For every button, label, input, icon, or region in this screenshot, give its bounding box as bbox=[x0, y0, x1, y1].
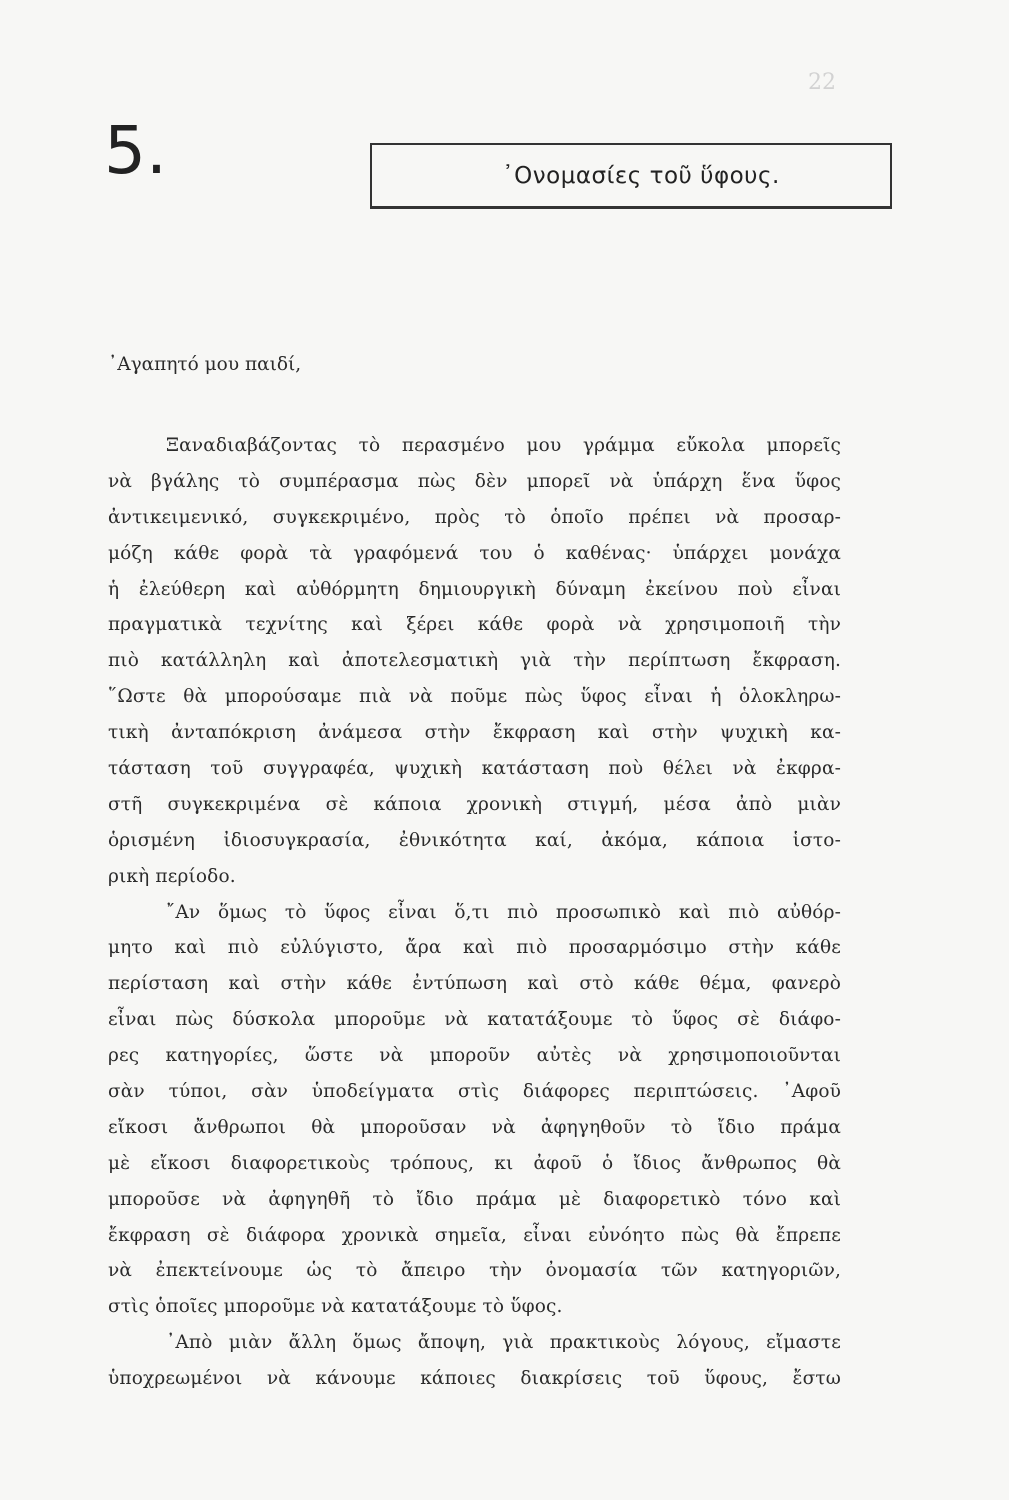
text-line: ρες κατηγορίες, ὥστε νὰ μποροῦν αὐτὲς νὰ χρησιμοποιοῦνται bbox=[108, 1045, 841, 1067]
text-line: τάσταση τοῦ συγγραφέα, ψυχικὴ κατάσταση ποὺ θέλει νὰ ἐκφρα- bbox=[108, 758, 841, 780]
text-line: τικὴ ἀνταπόκριση ἀνάμεσα στὴν ἔκφραση καὶ στὴν ψυχικὴ κα- bbox=[108, 722, 841, 744]
text-line: ἀντικειμενικό, συγκεκριμένο, πρὸς τὸ ὁποῖο πρέπει νὰ προσαρ- bbox=[108, 506, 841, 528]
page-number: 22 bbox=[808, 70, 836, 95]
text-line: ἡ ἐλεύθερη καὶ αὐθόρμητη δημιουργικὴ δύναμη ἐκείνου ποὺ εἶναι bbox=[108, 578, 841, 600]
text-line: Ξαναδιαβάζοντας τὸ περασμένο μου γράμμα εὔκολα μπορεῖς bbox=[166, 435, 841, 456]
text-line: ἔκφραση σὲ διάφορα χρονικὰ σημεῖα, εἶναι εὐνόητο πὼς θὰ ἔπρεπε bbox=[108, 1224, 841, 1246]
chapter-title: ᾿Ονομασίες τοῦ ὕφους. bbox=[502, 162, 780, 189]
text-line: σὰν τύποι, σὰν ὑποδείγματα στὶς διάφορες περιπτώσεις. ᾿Αφοῦ bbox=[108, 1081, 841, 1103]
text-line: μόζη κάθε φορὰ τὰ γραφόμενά του ὁ καθένας· ὑπάρχει μονάχα bbox=[108, 542, 841, 564]
text-line: ᾿Απὸ μιὰν ἄλλη ὅμως ἄποψη, γιὰ πρακτικοὺς λόγους, εἴμαστε bbox=[166, 1332, 841, 1354]
text-line: εἴκοσι ἄνθρωποι θὰ μποροῦσαν νὰ ἀφηγηθοῦν τὸ ἴδιο πράμα bbox=[108, 1116, 841, 1138]
text-line: μητο καὶ πιὸ εὐλύγιστο, ἄρα καὶ πιὸ προσαρμόσιμο στὴν κάθε bbox=[108, 937, 841, 959]
text-line: ῞Ωστε θὰ μπορούσαμε πιὰ νὰ ποῦμε πὼς ὕφος εἶναι ἡ ὁλοκληρω- bbox=[108, 686, 841, 708]
text-line: ὑποχρεωμένοι νὰ κάνουμε κάποιες διακρίσεις τοῦ ὕφους, ἔστω bbox=[108, 1368, 841, 1390]
chapter-title-box bbox=[370, 143, 892, 209]
chapter-number: 5. bbox=[104, 112, 167, 189]
salutation: ᾿Αγαπητό μου παιδί, bbox=[108, 354, 302, 375]
text-line: μποροῦσε νὰ ἀφηγηθῆ τὸ ἴδιο πράμα μὲ διαφορετικὸ τόνο καὶ bbox=[108, 1188, 841, 1210]
text-line: ῎Αν ὅμως τὸ ὕφος εἶναι ὅ,τι πιὸ προσωπικὸ καὶ πιὸ αὐθόρ- bbox=[166, 901, 841, 923]
text-line: μὲ εἴκοσι διαφορετικοὺς τρόπους, κι ἀφοῦ ὁ ἴδιος ἄνθρωπος θὰ bbox=[108, 1152, 841, 1174]
text-line: πραγματικὰ τεχνίτης καὶ ξέρει κάθε φορὰ νὰ χρησιμοποιῆ τὴν bbox=[108, 614, 841, 636]
text-line: ρικὴ περίοδο. bbox=[108, 865, 236, 887]
text-line: εἶναι πὼς δύσκολα μποροῦμε νὰ κατατάξουμε τὸ ὕφος σὲ διάφο- bbox=[108, 1009, 841, 1031]
text-line: στῆ συγκεκριμένα σὲ κάποια χρονικὴ στιγμή, μέσα ἀπὸ μιὰν bbox=[108, 793, 841, 815]
text-line: ὁρισμένη ἰδιοσυγκρασία, ἐθνικότητα καί, ἀκόμα, κάποια ἱστο- bbox=[108, 829, 841, 851]
text-line: νὰ ἐπεκτείνουμε ὡς τὸ ἄπειρο τὴν ὀνομασία τῶν κατηγοριῶν, bbox=[108, 1260, 841, 1282]
text-line: πιὸ κατάλληλη καὶ ἀποτελεσματικὴ γιὰ τὴν περίπτωση ἔκφραση. bbox=[108, 650, 841, 672]
text-line: περίσταση καὶ στὴν κάθε ἐντύπωση καὶ στὸ κάθε θέμα, φανερὸ bbox=[108, 973, 841, 995]
text-line: στὶς ὁποῖες μποροῦμε νὰ κατατάξουμε τὸ ὕφος. bbox=[108, 1296, 563, 1318]
body-text bbox=[108, 428, 841, 1397]
text-line: νὰ βγάλης τὸ συμπέρασμα πὼς δὲν μπορεῖ νὰ ὑπάρχη ἕνα ὕφος bbox=[108, 470, 841, 492]
